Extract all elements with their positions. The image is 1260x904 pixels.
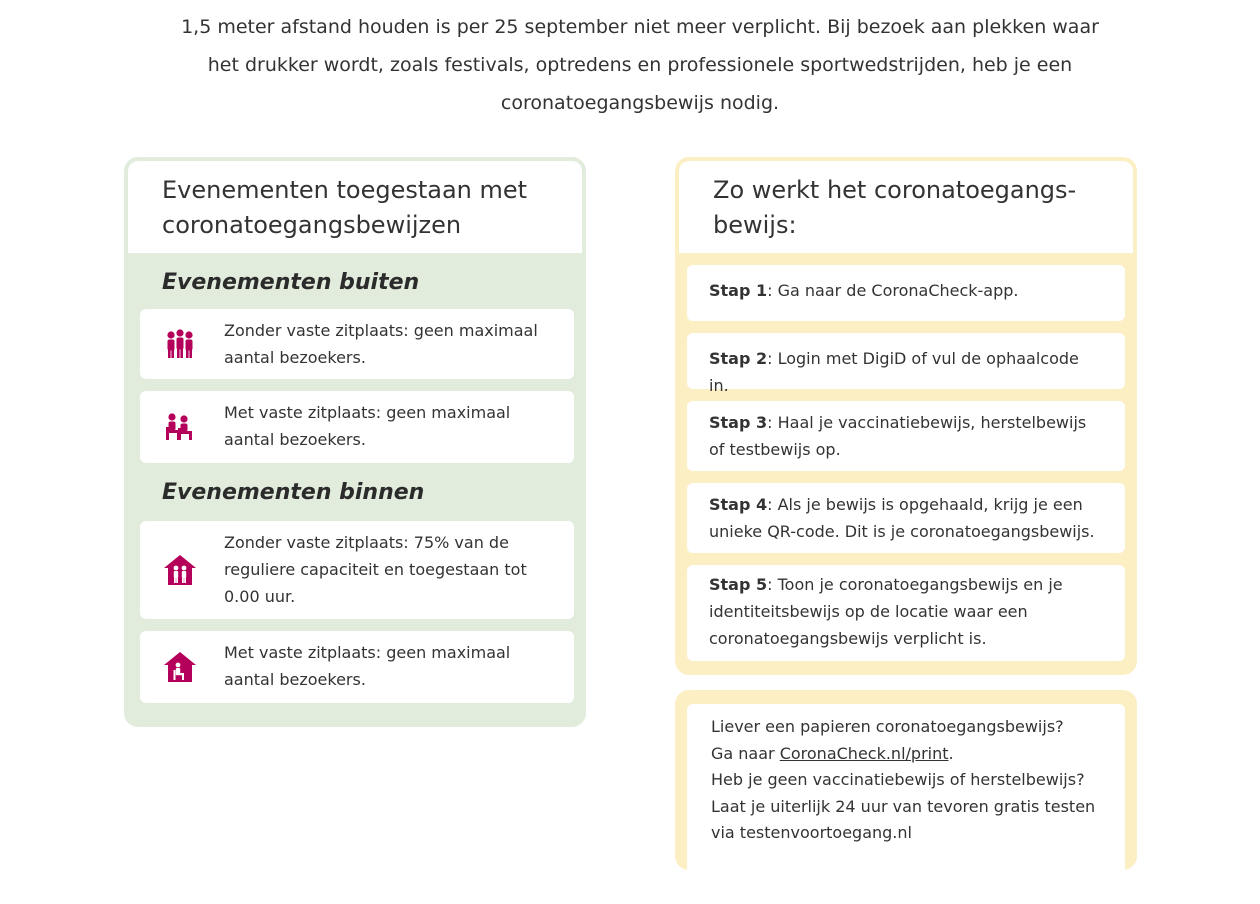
step-card bbox=[687, 483, 1125, 553]
note-line: Heb je geen vaccinatiebewijs of herstelbewijs? bbox=[711, 770, 1085, 789]
step-text: : Ga naar de CoronaCheck-app. bbox=[767, 281, 1019, 300]
note-line: Laat je uiterlijk 24 uur van tevoren gratis testen bbox=[711, 796, 1096, 816]
house-seated-icon bbox=[162, 649, 198, 685]
event-card bbox=[140, 521, 574, 619]
step-text: : Login met DigiD of vul de ophaalcode in. bbox=[709, 349, 1079, 395]
intro-line: coronatoegangsbewijs nodig. bbox=[500, 92, 780, 114]
intro-line: het drukker wordt, zoals festivals, optredens en professionele sportwedstrijden, heb je een bbox=[207, 54, 1073, 76]
step-label: Stap 1 bbox=[709, 281, 768, 300]
step-text: : Toon je coronatoegangsbewijs en je identiteitsbewijs op de locatie waar een coronatoegangsbewijs verplicht is. bbox=[709, 575, 1063, 648]
seated-crowd-icon bbox=[162, 409, 198, 445]
step-card bbox=[687, 401, 1125, 471]
outside-heading: Evenementen buiten bbox=[162, 270, 420, 295]
step-label: Stap 3 bbox=[709, 413, 768, 432]
step-card bbox=[687, 565, 1125, 661]
note-line: Liever een papieren coronatoegangsbewijs? bbox=[711, 717, 1064, 736]
intro-text bbox=[150, 8, 1130, 122]
events-title bbox=[128, 161, 582, 253]
note-line-suffix: . bbox=[948, 743, 954, 763]
event-card-text: Zonder vaste zitplaats: geen maximaal aantal bezoekers. bbox=[224, 321, 538, 367]
step-label: Stap 5 bbox=[709, 575, 768, 594]
step-card bbox=[687, 333, 1125, 395]
inside-heading: Evenementen binnen bbox=[162, 480, 425, 505]
events-title-line: coronatoegangsbewijzen bbox=[162, 211, 462, 239]
note-line-prefix: Ga naar bbox=[711, 743, 780, 763]
step-text: : Haal je vaccinatiebewijs, herstelbewijs of testbewijs op. bbox=[709, 413, 1087, 459]
event-card bbox=[140, 391, 574, 463]
house-standing-icon bbox=[162, 552, 198, 588]
paper-pass-note bbox=[675, 690, 1137, 870]
howto-title-line: Zo werkt het coronatoegangs- bbox=[713, 176, 1077, 204]
step-label: Stap 4 bbox=[709, 495, 768, 514]
events-title-line: Evenementen toegestaan met bbox=[162, 176, 528, 204]
event-card bbox=[140, 631, 574, 703]
crowd-icon bbox=[162, 326, 198, 362]
coronacheck-print-link[interactable]: CoronaCheck.nl/print bbox=[779, 743, 949, 763]
note-line: via testenvoortoegang.nl bbox=[711, 823, 912, 842]
event-card-text: Zonder vaste zitplaats: 75% van de reguliere capaciteit en toegestaan tot 0.00 uur. bbox=[224, 533, 527, 606]
step-card bbox=[687, 265, 1125, 321]
note-content bbox=[687, 704, 1125, 904]
event-card bbox=[140, 309, 574, 379]
howto-title-line: bewijs: bbox=[713, 211, 797, 239]
event-card-text: Met vaste zitplaats: geen maximaal aantal bezoekers. bbox=[224, 403, 511, 449]
event-card-text: Met vaste zitplaats: geen maximaal aantal bezoekers. bbox=[224, 643, 511, 689]
step-text: : Als je bewijs is opgehaald, krijg je een unieke QR-code. Dit is je coronatoegangsbewijs. bbox=[709, 495, 1095, 541]
step-label: Stap 2 bbox=[709, 349, 768, 368]
events-panel bbox=[124, 157, 586, 727]
note-line bbox=[711, 741, 1101, 768]
howto-title bbox=[679, 161, 1133, 253]
intro-line: 1,5 meter afstand houden is per 25 september niet meer verplicht. Bij bezoek aan plekken waar bbox=[181, 16, 1099, 38]
howto-panel bbox=[675, 157, 1137, 675]
